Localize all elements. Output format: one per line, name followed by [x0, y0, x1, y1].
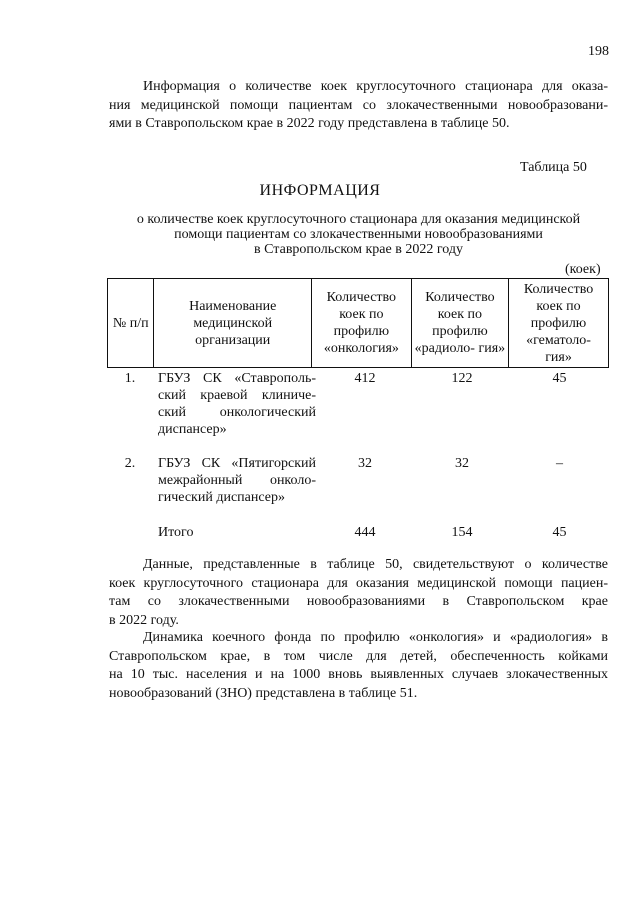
beds-table-header: [107, 278, 609, 368]
dynamics-line: Динамика коечного фонда по профилю «онкология» и «радиология» в: [143, 630, 608, 645]
row-2-radiology: 32: [455, 456, 469, 471]
dynamics-line: Ставропольском крае, в том числе для детей, обеспеченность койками: [109, 648, 608, 664]
summary-paragraph: [109, 556, 608, 630]
table-subtitle: [109, 212, 608, 257]
summary-line: коек круглосуточного стационара для оказания медицинской помощи пациен-: [109, 575, 608, 591]
table-unit: (коек): [565, 262, 601, 277]
table-title: ИНФОРМАЦИЯ: [259, 182, 381, 199]
header-hematology: Количество коек по профилю «гематоло- гия»: [509, 279, 609, 368]
row-2-oncology: 32: [358, 456, 372, 471]
row-2-name-line: гический диспансер»: [158, 490, 285, 505]
row-2-name: [158, 455, 316, 506]
row-2-hematology: –: [556, 456, 563, 471]
header-name: Наименование медицинской организации: [154, 279, 311, 368]
total-oncology: 444: [354, 525, 376, 540]
table-label: Таблица 50: [520, 160, 587, 175]
dynamics-paragraph: [109, 629, 608, 703]
header-radiology: Количество коек по профилю «радиоло- гия»: [411, 279, 508, 368]
intro-line: ния медицинской помощи пациентам со злокачественными новообразовани-: [109, 97, 608, 113]
intro-line: Информация о количестве коек круглосуточного стационара для оказа-: [143, 79, 608, 94]
subtitle-line: помощи пациентам со злокачественными новообразованиями: [174, 227, 543, 242]
header-oncology: Количество коек по профилю «онкология»: [311, 279, 411, 368]
subtitle-line: о количестве коек круглосуточного стационара для оказания медицинской: [136, 212, 581, 227]
page-number: 198: [588, 44, 609, 59]
summary-line: там со злокачественными новообразованиями в Ставропольском крае: [109, 594, 608, 609]
row-1-name-line: диспансер»: [158, 422, 227, 437]
table-header-row: [108, 279, 609, 368]
summary-line: в 2022 году.: [109, 612, 179, 628]
row-1-name: [158, 370, 316, 438]
row-1-radiology: 122: [451, 371, 473, 386]
intro-line: ями в Ставропольском крае в 2022 году представлена в таблице 50.: [109, 116, 510, 131]
subtitle-line: в Ставропольском крае в 2022 году: [254, 242, 463, 257]
row-2-name-line: ГБУЗ СК «Пятигорский: [158, 456, 316, 471]
summary-line: Данные, представленные в таблице 50, свидетельствуют о количестве: [143, 557, 608, 572]
row-2-num: 2.: [124, 456, 136, 471]
row-1-name-line: ский онкологический: [158, 405, 316, 420]
row-1-num: 1.: [124, 371, 136, 386]
total-label: Итого: [158, 525, 194, 540]
dynamics-line: новообразований (ЗНО) представлена в таблице 51.: [109, 685, 418, 701]
header-num: № п/п: [108, 279, 154, 368]
total-hematology: 45: [552, 525, 567, 540]
row-1-name-line: ГБУЗ СК «Ставрополь-: [158, 371, 316, 386]
dynamics-line: на 10 тыс. населения и на 1000 вновь выявленных случаев злокачественных: [109, 667, 608, 682]
row-1-hematology: 45: [552, 371, 567, 386]
intro-paragraph: [109, 78, 608, 134]
row-2-name-line: межрайонный онколо-: [158, 473, 316, 488]
row-1-oncology: 412: [354, 371, 376, 386]
row-1-name-line: ский краевой клиниче-: [158, 388, 316, 403]
total-radiology: 154: [451, 525, 473, 540]
